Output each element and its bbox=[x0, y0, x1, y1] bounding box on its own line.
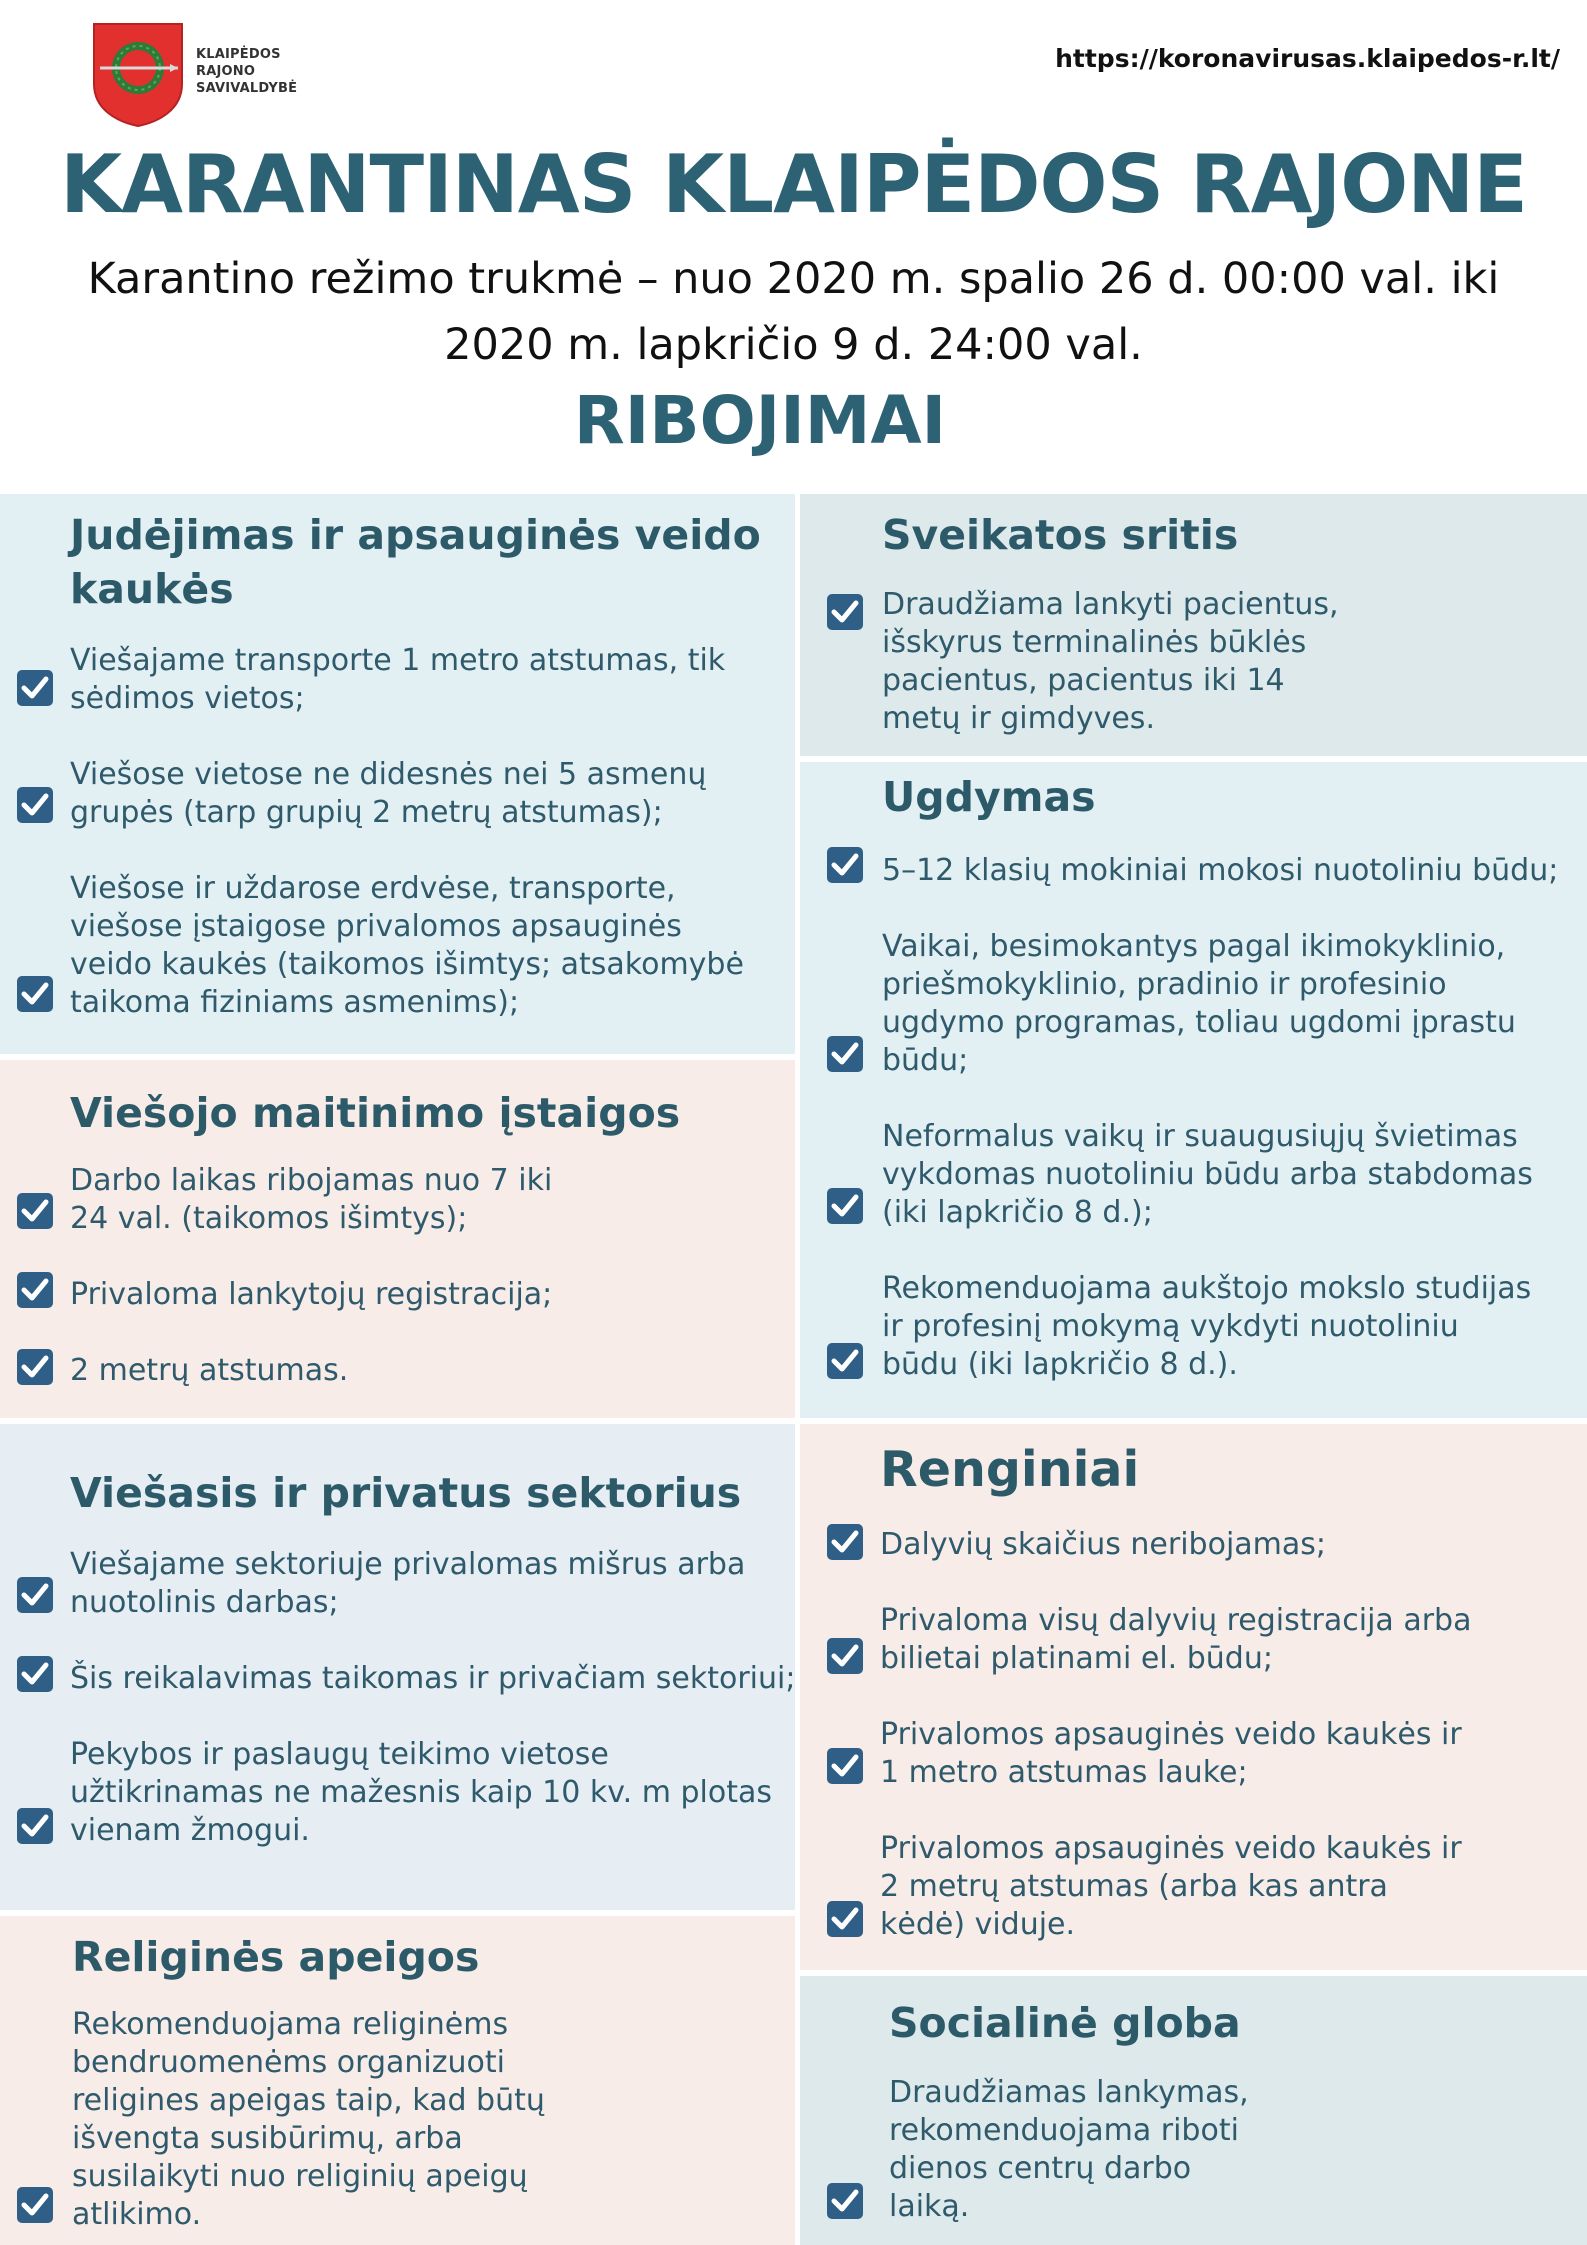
panel-title: Viešasis ir privatus sektorius bbox=[70, 1469, 742, 1517]
list-item: Viešose ir uždarose erdvėse, transporte, viešose įstaigose privalomos apsauginės veido kaukės (taikomos išimtys; atsakomybė taikoma fiziniams asmenims); bbox=[70, 871, 744, 1020]
checkbox-checked-icon bbox=[16, 669, 54, 707]
checkbox-checked-icon bbox=[16, 1655, 54, 1693]
checkbox-checked-icon bbox=[16, 1348, 54, 1386]
list-item: Rekomenduojama aukštojo mokslo studijas ir profesinį mokymą vykdyti nuotoliniu būdu (iki lapkričio 8 d.). bbox=[882, 1271, 1532, 1382]
list-item: Privaloma visų dalyvių registracija arba bilietai platinami el. būdu; bbox=[880, 1603, 1472, 1676]
municipality-coat-of-arms-logo bbox=[92, 22, 184, 128]
panel-title: Religinės apeigos bbox=[72, 1933, 480, 1981]
list-item: Darbo laikas ribojamas nuo 7 iki 24 val. (taikomos išimtys); bbox=[70, 1163, 553, 1236]
list-item: Dalyvių skaičius neribojamas; bbox=[880, 1527, 1327, 1562]
panel-ugdymas bbox=[800, 762, 1587, 1418]
panel-title: Viešojo maitinimo įstaigos bbox=[70, 1089, 681, 1137]
list-item: Šis reikalavimas taikomas ir privačiam sektoriui; bbox=[70, 1661, 796, 1696]
panel-sektorius bbox=[0, 1424, 795, 1910]
checkbox-checked-icon bbox=[826, 1035, 864, 1073]
checkbox-checked-icon bbox=[826, 1637, 864, 1675]
list-item: Privalomos apsauginės veido kaukės ir 1 metro atstumas lauke; bbox=[880, 1717, 1462, 1790]
logo-wordmark: KLAIPĖDOS RAJONO SAVIVALDYBĖ bbox=[196, 47, 298, 96]
checkbox-checked-icon bbox=[826, 846, 864, 884]
restrictions-heading: RIBOJIMAI bbox=[573, 382, 947, 459]
checkbox-checked-icon bbox=[16, 786, 54, 824]
website-url[interactable]: https://koronavirusas.klaipedos-r.lt/ bbox=[1055, 44, 1560, 73]
checkbox-checked-icon bbox=[16, 1576, 54, 1614]
list-item: Privaloma lankytojų registracija; bbox=[70, 1277, 553, 1312]
list-item: 2 metrų atstumas. bbox=[70, 1353, 349, 1388]
panel-title: Renginiai bbox=[880, 1441, 1140, 1498]
checkbox-checked-icon bbox=[16, 2186, 54, 2224]
list-item: Viešose vietose ne didesnės nei 5 asmenų grupės (tarp grupių 2 metrų atstumas); bbox=[70, 757, 707, 830]
checkbox-checked-icon bbox=[826, 1187, 864, 1225]
panel-maitinimas bbox=[0, 1060, 795, 1418]
list-item: Neformalus vaikų ir suaugusiųjų švietimas vykdomas nuotoliniu būdu arba stabdomas (iki lapkričio 8 d.); bbox=[882, 1119, 1533, 1230]
panel-judejimas bbox=[0, 494, 795, 1054]
checkbox-checked-icon bbox=[826, 1900, 864, 1938]
panel-sveikatos bbox=[800, 494, 1587, 756]
list-item: Rekomenduojama religinėms bendruomenėms organizuoti religines apeigas taip, kad būtų išvengta susibūrimų, arba susilaikyti nuo religinių apeigų atlikimo. bbox=[72, 2007, 545, 2232]
panel-globa bbox=[800, 1976, 1587, 2245]
checkbox-checked-icon bbox=[16, 1271, 54, 1309]
quarantine-duration: Karantino režimo trukmė – nuo 2020 m. spalio 26 d. 00:00 val. iki 2020 m. lapkričio 9 d. 24:00 val. bbox=[87, 254, 1500, 370]
checkbox-checked-icon bbox=[826, 593, 864, 631]
panel-renginiai bbox=[800, 1424, 1587, 1970]
checkbox-checked-icon bbox=[16, 1807, 54, 1845]
panel-title: Ugdymas bbox=[882, 773, 1096, 821]
list-item: Draudžiamas lankymas, rekomenduojama riboti dienos centrų darbo laiką. bbox=[889, 2075, 1249, 2224]
checkbox-checked-icon bbox=[826, 1342, 864, 1380]
panel-religines bbox=[0, 1916, 795, 2245]
list-item: Vaikai, besimokantys pagal ikimokyklinio, priešmokyklinio, pradinio ir profesinio ugdymo programas, toliau ugdomi įprastu būdu; bbox=[882, 929, 1516, 1078]
list-item: Viešajame transporte 1 metro atstumas, tik sėdimos vietos; bbox=[70, 643, 726, 716]
list-item: Draudžiama lankyti pacientus, išskyrus terminalinės būklės pacientus, pacientus iki 14 metų ir gimdyves. bbox=[882, 587, 1339, 736]
list-item: Pekybos ir paslaugų teikimo vietose užtikrinamas ne mažesnis kaip 10 kv. m plotas vienam žmogui. bbox=[70, 1737, 773, 1848]
checkbox-checked-icon bbox=[826, 1523, 864, 1561]
panel-title: Judėjimas ir apsauginės veido kaukės bbox=[70, 511, 761, 613]
checkbox-checked-icon bbox=[826, 1747, 864, 1785]
panel-title: Socialinė globa bbox=[889, 1999, 1241, 2047]
panel-title: Sveikatos sritis bbox=[882, 511, 1239, 559]
page-title: KARANTINAS KLAIPĖDOS RAJONE bbox=[60, 138, 1527, 231]
checkbox-checked-icon bbox=[16, 975, 54, 1013]
list-item: 5–12 klasių mokiniai mokosi nuotoliniu būdu; bbox=[882, 853, 1559, 888]
checkbox-checked-icon bbox=[16, 1192, 54, 1230]
list-item: Viešajame sektoriuje privalomas mišrus arba nuotolinis darbas; bbox=[70, 1547, 746, 1620]
checkbox-checked-icon bbox=[826, 2182, 864, 2220]
list-item: Privalomos apsauginės veido kaukės ir 2 metrų atstumas (arba kas antra kėdė) viduje. bbox=[880, 1831, 1462, 1942]
